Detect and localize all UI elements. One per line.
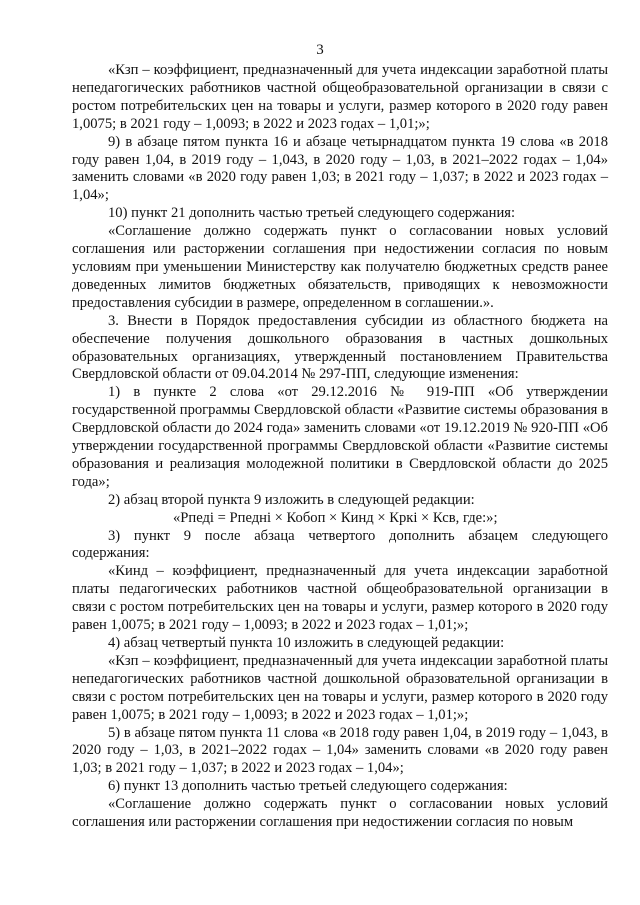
paragraph-agreement-clause-2: «Соглашение должно содержать пункт о согласовании новых условий соглашения или расторжении соглашения при недостижении согласия по новым	[72, 796, 608, 831]
paragraph-item-2: 2) абзац второй пункта 9 изложить в следующей редакции:	[108, 491, 475, 508]
page-number: 3	[316, 42, 324, 58]
formula-line: «Рпеді = Рпедні × Кобоп × Кинд × Кркі × Ксв, где:»;	[173, 509, 498, 526]
document-body	[72, 62, 608, 832]
paragraph-item-9: 9) в абзаце пятом пункта 16 и абзаце четырнадцатом пункта 19 слова «в 2018 году равен 1,04, в 2019 году – 1,043, в 2020 году – 1,03, в 2021–2022 годах – 1,04» заменить словами «в 2020 году равен 1,03; в 2021 году – 1,037; в 2022 и 2023 годах – 1,04»;	[72, 133, 608, 204]
paragraph-item-3: 3) пункт 9 после абзаца четвертого дополнить абзацем следующего содержания:	[72, 527, 608, 562]
paragraph-item-6: 6) пункт 13 дополнить частью третьей следующего содержания:	[108, 778, 508, 795]
paragraph-kzp-definition: «Кзп – коэффициент, предназначенный для учета индексации заработной платы непедагогических работников частной общеобразовательной организации в связи с ростом потребительских цен на товары и услуги, размер которого в 2020 году равен 1,0075; в 2021 году – 1,0093; в 2022 и 2023 годах – 1,01;»;	[72, 62, 608, 132]
paragraph-kzp-preschool-definition: «Кзп – коэффициент, предназначенный для учета индексации заработной платы непедагогических работников частной дошкольной образовательной организации в связи с ростом потребительских цен на товары и услуги, размер которого в 2020 году равен 1,0075; в 2021 году – 1,0093; в 2022 и 2023 годах – 1,01;»;	[72, 652, 608, 723]
paragraph-item-1: 1) в пункте 2 слова «от 29.12.2016 № 919-ПП «Об утверждении государственной программы Свердловской области «Развитие системы образования в Свердловской области до 2024 года» заменить словами «от 19.12.2019 № 920-ПП «Об утверждении государственной программы Свердловской области «Развитие системы образования и реализация молодежной политики в Свердловской области до 2025 года»;	[72, 384, 608, 490]
paragraph-kind-definition: «Кинд – коэффициент, предназначенный для учета индексации заработной платы педагогических работников частной общеобразовательной организации в связи с ростом потребительских цен на товары и услуги, размер которого в 2020 году равен 1,0075; в 2021 году – 1,0093; в 2022 и 2023 годах – 1,01;»;	[72, 563, 608, 634]
paragraph-section-3: 3. Внести в Порядок предоставления субсидии из областного бюджета на обеспечение получения дошкольного образования в частных дошкольных образовательных организациях, утвержденный постановлением Правительства Свердловской области от 09.04.2014 № 297-ПП, следующие изменения:	[72, 312, 608, 383]
paragraph-item-10: 10) пункт 21 дополнить частью третьей следующего содержания:	[108, 205, 516, 222]
paragraph-agreement-clause: «Соглашение должно содержать пункт о согласовании новых условий соглашения или расторжении соглашения при недостижении согласия по новым условиям при уменьшении Министерству как получателю бюджетных средств ранее доведенных лимитов бюджетных обязательств, приводящих к невозможности предоставления субсидии в размере, определенном в соглашении.».	[72, 223, 608, 311]
paragraph-item-4: 4) абзац четвертый пункта 10 изложить в следующей редакции:	[108, 635, 505, 651]
paragraph-item-5: 5) в абзаце пятом пункта 11 слова «в 2018 году равен 1,04, в 2019 году – 1,043, в 2020 году – 1,03, в 2021–2022 годах – 1,04» заменить словами «в 2020 году равен 1,03; в 2021 году – 1,037; в 2022 и 2023 годах – 1,04»;	[72, 724, 608, 777]
